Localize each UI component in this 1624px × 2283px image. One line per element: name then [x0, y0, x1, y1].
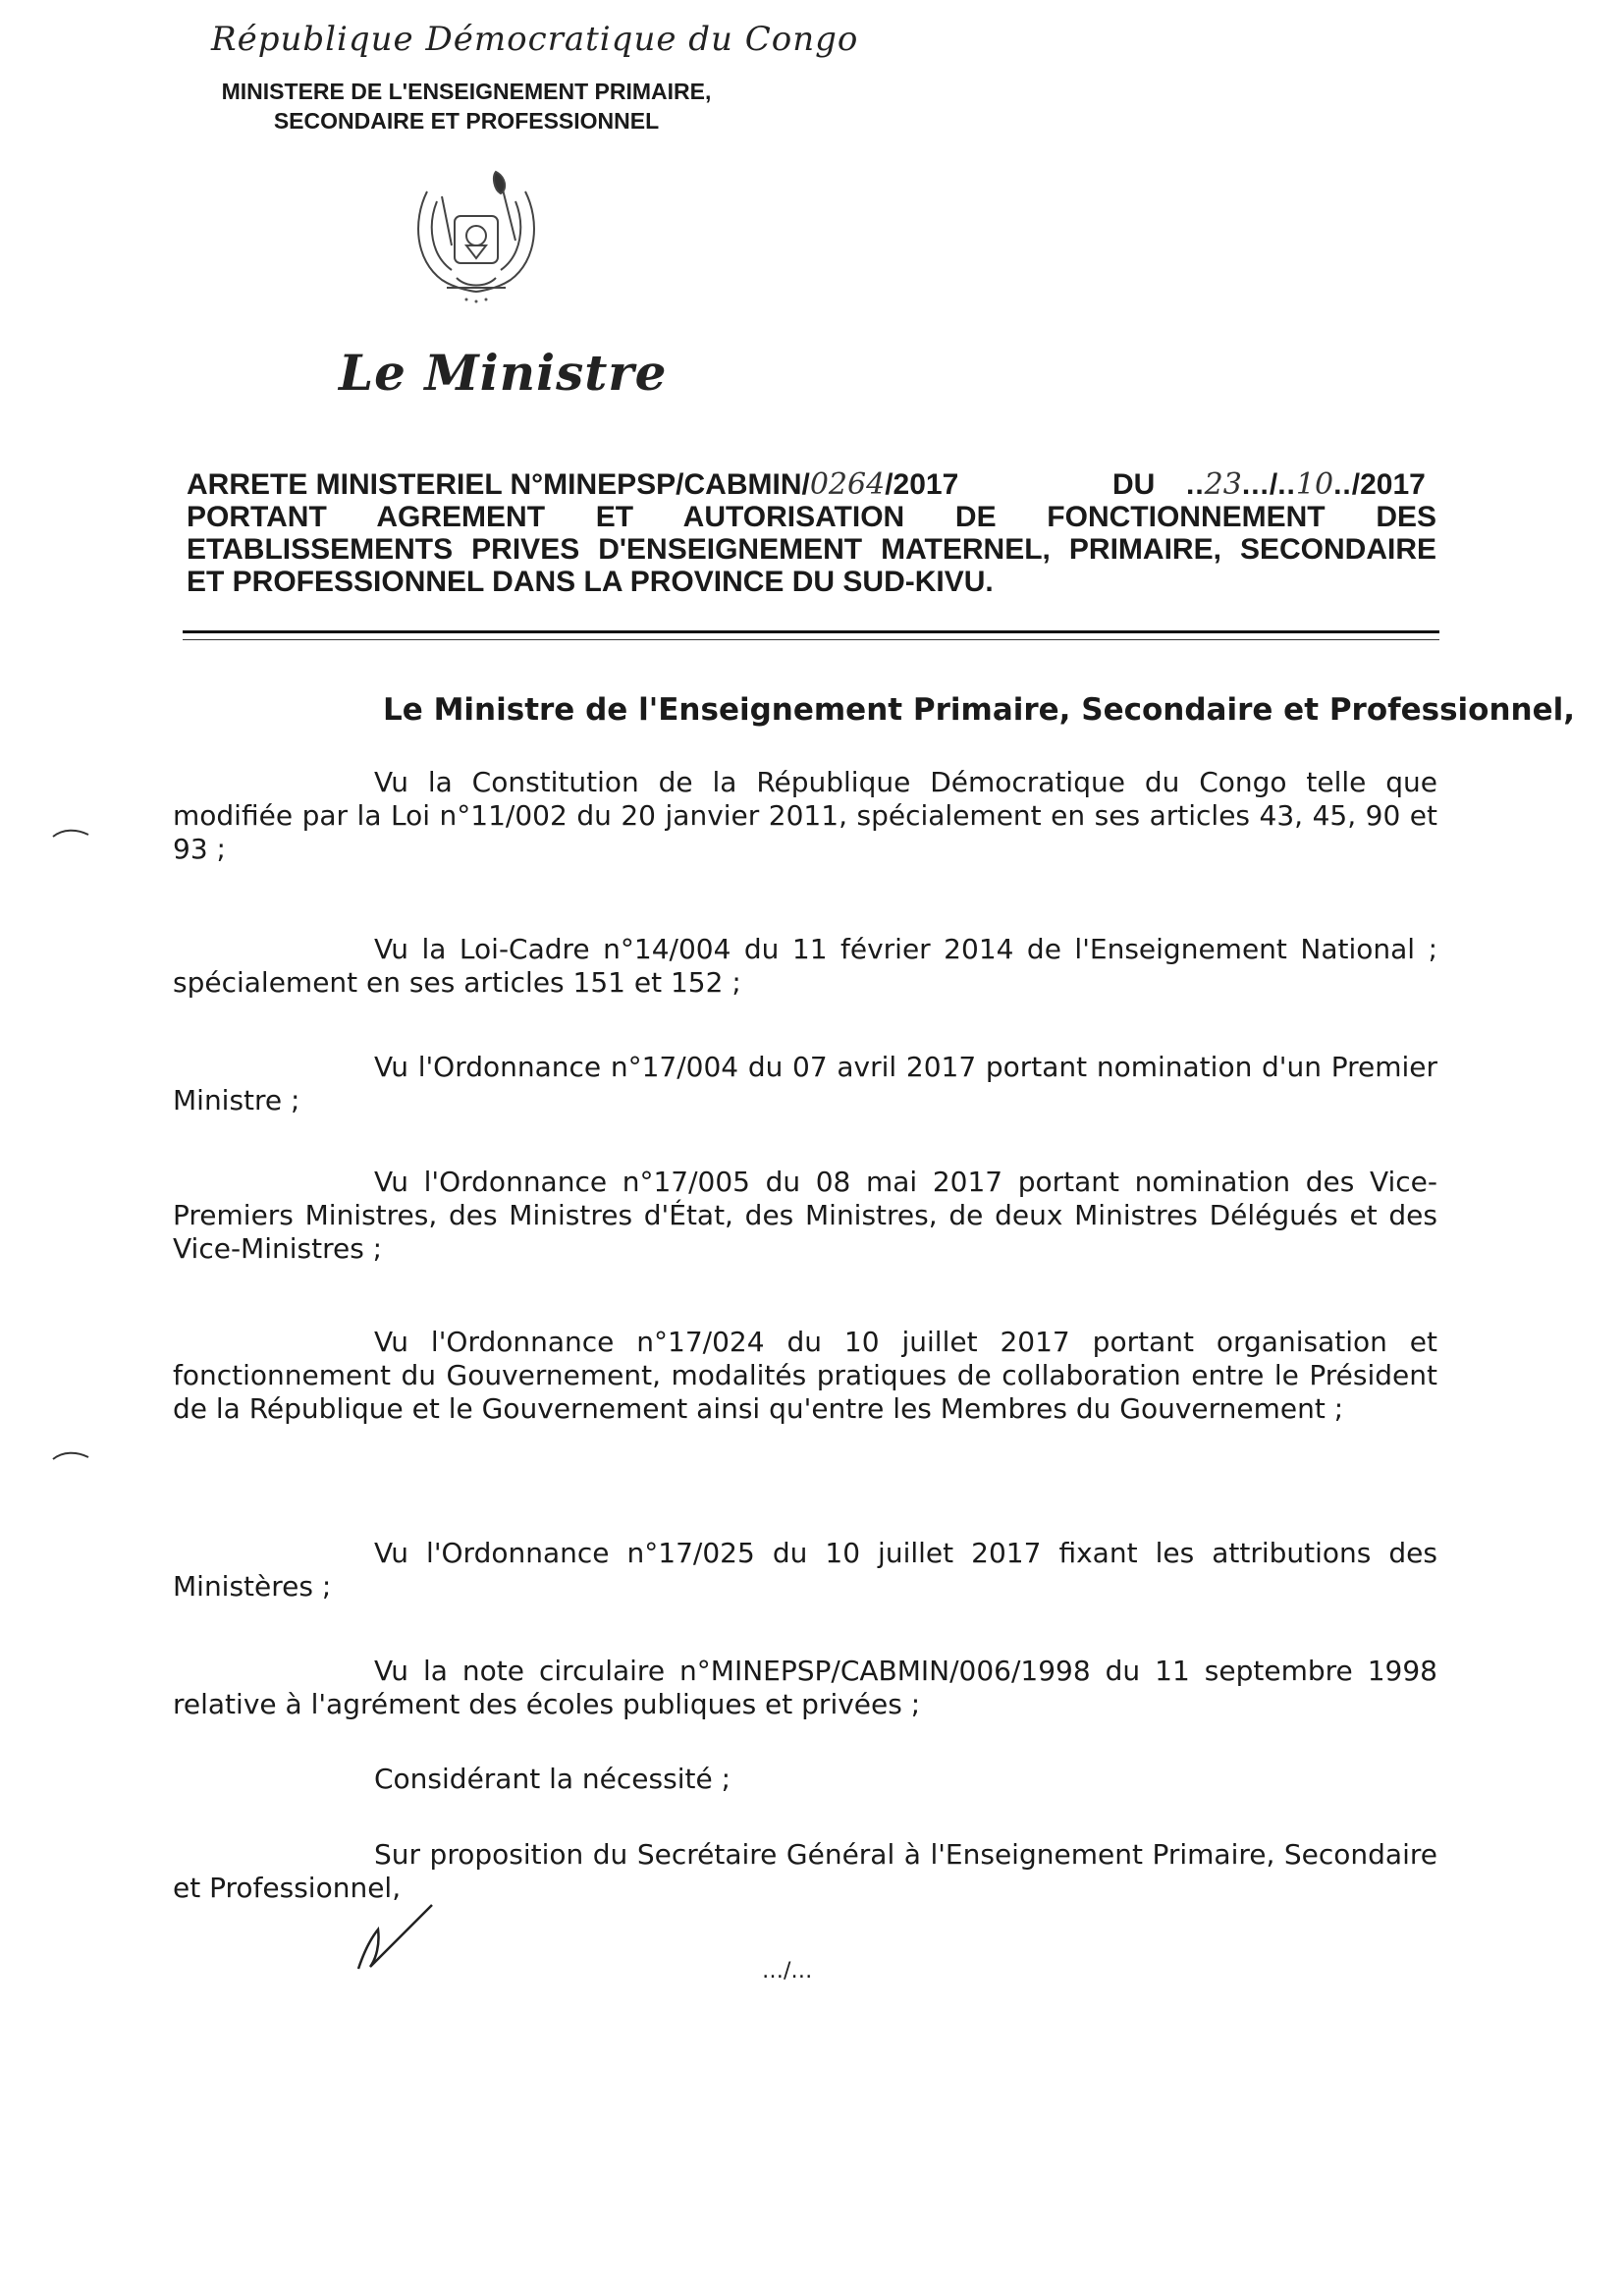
decree-date: ..23.../..10../2017: [1186, 467, 1426, 502]
ministry-line-2: SECONDAIRE ET PROFESSIONNEL: [273, 108, 660, 134]
paragraph-constitution: Vu la Constitution de la République Démocratique du Congo telle que modifiée par la Loi n°11/002 du 20 janvier 2011, spécialement en ses articles 43, 45, 90 et 93 ;: [173, 766, 1437, 865]
handwritten-date-day: 23: [1204, 467, 1242, 502]
initials-signature: [349, 1900, 437, 1974]
handwritten-decree-number: 0264: [809, 467, 886, 502]
coat-of-arms-icon: [398, 162, 555, 314]
title-rule: [183, 630, 1439, 633]
decree-date-year: /2017: [1351, 468, 1426, 501]
paragraph-proposition: Sur proposition du Secrétaire Général à l'Enseignement Primaire, Secondaire et Professionnel,: [173, 1838, 1437, 1904]
ministry-line-1: MINISTERE DE L'ENSEIGNEMENT PRIMAIRE,: [221, 79, 712, 104]
decree-year: /2017: [885, 468, 959, 501]
title-rule-thin: [183, 639, 1439, 640]
ministry-header: [211, 77, 722, 136]
minister-heading: Le Ministre de l'Enseignement Primaire, Secondaire et Professionnel,: [383, 692, 1576, 728]
paragraph-ordonnance-025: Vu l'Ordonnance n°17/025 du 10 juillet 2017 fixant les attributions des Ministères ;: [173, 1537, 1437, 1603]
paragraph-ordonnance-004: Vu l'Ordonnance n°17/004 du 07 avril 2017 portant nomination d'un Premier Ministre ;: [173, 1051, 1437, 1116]
handwritten-date-month: 10: [1295, 467, 1334, 502]
decree-title: [187, 468, 1436, 598]
margin-mark: [51, 827, 90, 841]
paragraph-loi-cadre: Vu la Loi-Cadre n°14/004 du 11 février 2014 de l'Enseignement National ; spécialement en ses articles 151 et 152 ;: [173, 933, 1437, 999]
paragraph-ordonnance-024: Vu l'Ordonnance n°17/024 du 10 juillet 2017 portant organisation et fonctionnement du Gouvernement, modalités pratiques de collaboration entre le Président de la République et le Gouvernement ainsi qu'entre les Membres du Gouvernement ;: [173, 1326, 1437, 1425]
decree-line-4: ET PROFESSIONNEL DANS LA PROVINCE DU SUD-KIVU.: [187, 566, 994, 598]
decree-line-2: PORTANT AGREMENT ET AUTORISATION DE FONCTIONNEMENT DES: [187, 501, 1436, 533]
republic-header: République Démocratique du Congo: [211, 20, 859, 59]
decree-prefix: ARRETE MINISTERIEL N°MINEPSP/CABMIN/: [187, 468, 810, 501]
paragraph-considerant: Considérant la nécessité ;: [374, 1763, 731, 1795]
decree-line-1: [187, 468, 1436, 501]
continuation-mark: …/…: [762, 1959, 813, 1984]
decree-line-3: ETABLISSEMENTS PRIVES D'ENSEIGNEMENT MATERNEL, PRIMAIRE, SECONDAIRE: [187, 533, 1436, 566]
minister-title: Le Ministre: [339, 344, 668, 402]
paragraph-ordonnance-005: Vu l'Ordonnance n°17/005 du 08 mai 2017 portant nomination des Vice-Premiers Ministres, des Ministres d'État, des Ministres, de deux Ministres Délégués et des Vice-Ministres ;: [173, 1166, 1437, 1265]
margin-mark: [51, 1449, 90, 1463]
paragraph-note-circulaire: Vu la note circulaire n°MINEPSP/CABMIN/006/1998 du 11 septembre 1998 relative à l'agrément des écoles publiques et privées ;: [173, 1655, 1437, 1720]
decree-du: DU: [1112, 468, 1156, 501]
